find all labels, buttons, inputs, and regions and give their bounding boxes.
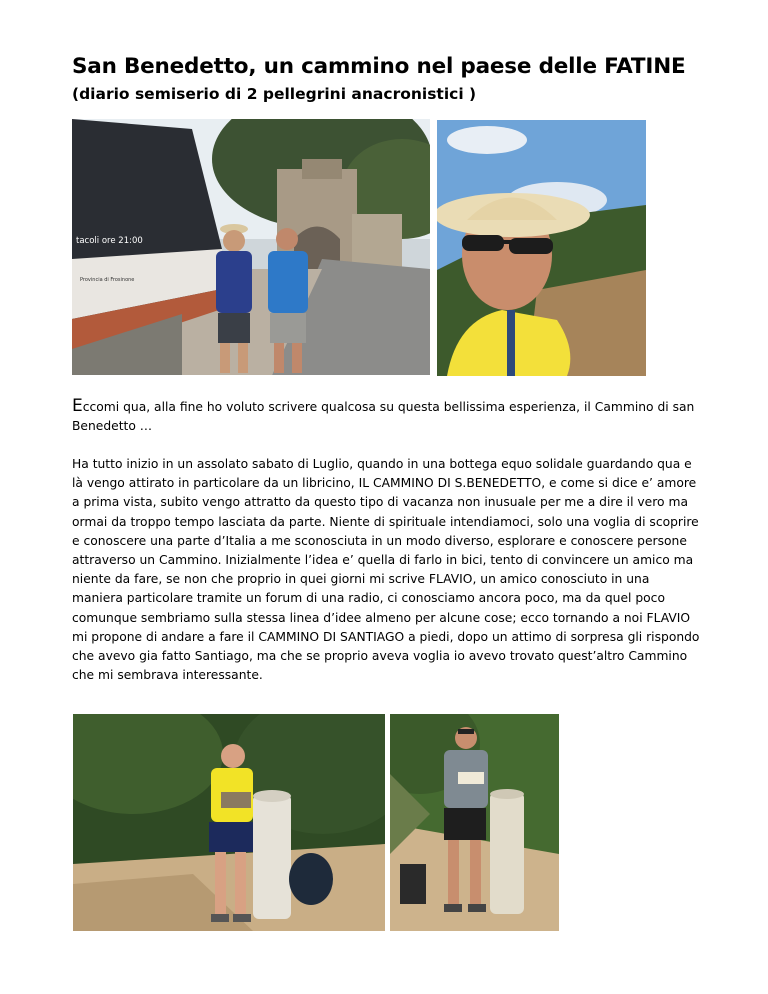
photo-reading-gray-shirt bbox=[390, 714, 559, 931]
drop-cap: E bbox=[72, 396, 83, 416]
intro-text: ccomi qua, alla fine ho voluto scrivere qualcosa su questa bellissima esperienza, il Cammino di san Benedetto … bbox=[72, 400, 695, 434]
document-subtitle: (diario semiserio di 2 pellegrini anacronistici ) bbox=[72, 85, 477, 103]
body-paragraph: Ha tutto inizio in un assolato sabato di Luglio, quando in una bottega equo solidale guardando qua e là vengo attirato in particolare da un libricino, IL CAMMINO DI S.BENEDETTO, e come si dice e’ amore a prima vista, subito vengo attratto da questo tipo di vacanza non inusuale per me a dire il vero ma ormai da troppo tempo lasciata da parte. Niente di spirituale intendiamoci, solo una voglia di scoprire e conoscere una parte d’Italia a me sconosciuta in un modo diverso, esplorare e conoscere persone attraverso un Cammino. Inizialmente l’idea e’ quella di farlo in bici, tento di convincere un amico ma niente da fare, se non che proprio in quei giorni mi scrive FLAVIO, un amico conosciuto in una maniera particolare tramite un forum di una radio, ci conosciamo ancora poco, ma da quel poco comunque sembriamo sulla stessa linea d’idee almeno per alcune cose; ecco tornando a noi FLAVIO mi propone di andare a fare il CAMMINO DI SANTIAGO a piedi, dopo un attimo di sorpresa gli rispondo che avevo gia fatto Santiago, ma che se proprio aveva voglia io avevo trovato quest’altro Cammino che mi sembrava interessante. bbox=[72, 457, 700, 683]
photo-reading-yellow-shirt bbox=[73, 714, 385, 931]
photo-selfie-hat bbox=[437, 120, 646, 376]
photo-pilgrims-at-gate bbox=[72, 119, 430, 375]
intro-paragraph bbox=[72, 397, 702, 436]
banner-text: tacoli ore 21:00 bbox=[76, 236, 143, 246]
logo-text: Provincia di Frosinone bbox=[80, 277, 135, 283]
document-title: San Benedetto, un cammino nel paese delle FATINE bbox=[72, 54, 686, 79]
